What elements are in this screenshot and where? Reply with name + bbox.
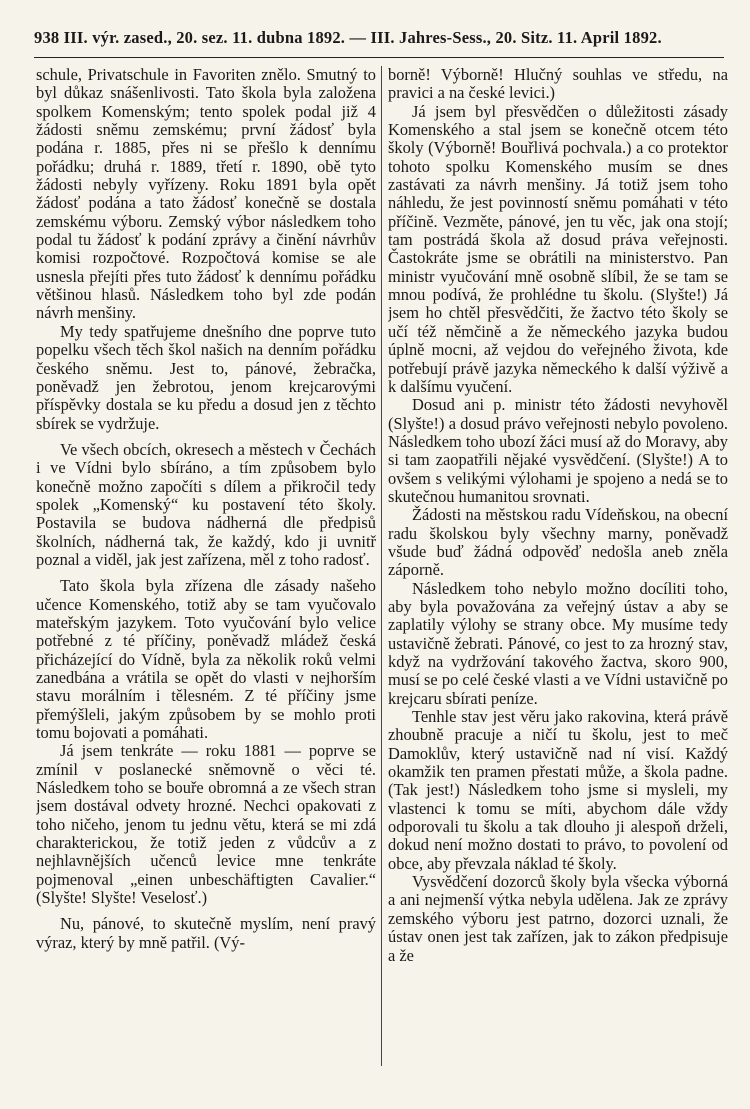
paragraph: Ve všech obcích, okresech a městech v Čechách i ve Vídni bylo sbíráno, a tím způsobem bylo konečně možno započíti s dílem a přikročil tedy spolek „Komenský“ ku postavení této školy. Postavila se budova nádherná dle předpisů školních, nádherná tak, že každý, kdo ji uvnitř poznal a viděl, jak jest zařízena, měl z toho radosť. xyxy=(36,439,376,569)
column-divider xyxy=(381,66,382,1066)
paragraph: borně! Výborně! Hlučný souhlas ve středu, na pravici a na české levici.) xyxy=(388,66,728,103)
paragraph: My tedy spatřujeme dnešního dne poprve tuto popelku všech těch škol našich na denním pořádku českého sněmu. Jest to, pánové, žebračka, poněvadž jen žebrotou, jenom krejcarovými příspěvky dostala se ku předu a dosud jen z těchto sbírek se vydržuje. xyxy=(36,321,376,433)
paragraph: Tenhle stav jest věru jako rakovina, která právě zhoubně pracuje a ničí tu školu, jest to meč Damoklův, který ustavičně nad ní visí. Každý okamžik ten pramen přestati může, a škola padne. (Tak jest!) Následkem toho jsme si mysleli, my vlastenci k tomu se míti, abychom dále vždy odporovali tu školu a tak dlouho ji alespoň drželi, dokud není možno dostati to právo, to povolení od obce, aby převzala náklad té školy. xyxy=(388,707,728,873)
paragraph: Já jsem byl přesvědčen o důležitosti zásady Komenského a stal jsem se konečně otcem této školy (Výborně! Bouřlivá pochvala.) a co protektor tohoto spolku Komenského musím se dnes zastávati za návrh menšiny. Já totiž jsem toho náhledu, že jest povinností sněmu pomáhati v této příčině. Vezměte, pánové, jen tu věc, jak ona stojí; tam postrádá škola až dosud práva veřejnosti. Častokráte jsme se obrátili na ministerstvo. Pan ministr vyučování mně osobně slíbil, že se tam se mnou podívá, že prohlédne tu školu. (Slyšte!) Já jsem ho chtěl přesvědčiti, že žactvo této školy se učí též němčině a že německého jazyka budou úplně mocni, až vejdou do veřejného života, kde potřebují právě jazyka německého k další výživě a k dalšímu vyučení. xyxy=(388,101,728,396)
paragraph: Dosud ani p. ministr této žádosti nevyhověl (Slyšte!) a dosud právo veřejnosti nebylo povoleno. Následkem toho ubozí žáci musí až do Moravy, aby si tam zaopatřili nějaké vysvědčení. (Slyšte!) A to ovšem s velikými výlohami je spojeno a nedá se to skutečnou humanitou srovnati. xyxy=(388,395,728,506)
paragraph: schule, Privatschule in Favoriten znělo. Smutný to byl důkaz snášenlivosti. Tato škola byla založena spolkem Komenským; tento spolek podal již 4 žádosti sněmu zemskému; první žádosť byla podána r. 1885, přes ni se přešlo k dennímu pořádku; druhá r. 1889, třetí r. 1890, obě tyto žádosti nebyly vyřízeny. Roku 1891 byla opět žádosť podána a tato žádosť konečně se dostala zemskému výboru. Zemský výbor následkem toho podal tu žádosť k podání zprávy a činění návrhův komisi rozpočtové. Rozpočtová komise se ale usnesla přejíti přes tuto žádosť k dennímu pořádku většinou hlasů. Následkem toho byl zde podán návrh menšiny. xyxy=(36,66,376,323)
paragraph: Nu, pánové, to skutečně myslím, není pravý výraz, který by mně patřil. (Vý- xyxy=(36,914,376,952)
header-rule xyxy=(34,57,724,58)
paragraph: Tato škola byla zřízena dle zásady našeho učence Komenského, totiž aby se tam vyučovalo mateřským jazykem. Toto vyučování bylo velice potřebné z té příčiny, poněvadž mládež česká přicházející do Vídně, byla za několik roků velmi zanedbána a vrátila se opět do vlasti v nejhorším stavu morálním i tělesném. Z té příčiny jsme přemýšleli, jakým způsobem by se mohlo proti tomu bojovati a pomáhati. xyxy=(36,576,376,743)
paragraph: Žádosti na městskou radu Vídeňskou, na obecní radu školskou byly všechny marny, poněvadž všude buď žádná odpověď nedošla aneb zněla záporně. xyxy=(388,505,728,580)
paragraph: Následkem toho nebylo možno docíliti toho, aby byla považována za veřejný ústav a aby se zaplatily výlohy se strany obce. My musíme tedy ustavičně žebrati. Pánové, co jest to za hrozný stav, když na vydržování takového žactva, skoro 900, musí se po celé české vlasti a ve Vídni ustavičně po krejcaru sbírati peníze. xyxy=(388,578,728,708)
page-header: 938 III. výr. zased., 20. sez. 11. dubna 1892. — III. Jahres-Sess., 20. Sitz. 11. April 1892. xyxy=(34,28,662,47)
right-column xyxy=(388,66,728,1096)
paragraph: Vysvědčení dozorců školy byla všecka výborná a ani nejmenší výtka nebyla udělena. Jak ze zprávy zemského výboru jest patrno, dozorci uznali, že ústav onen jest tak zařízen, jak to zákon předpisuje a že xyxy=(388,872,728,965)
left-column xyxy=(36,66,376,1096)
paragraph: Já jsem tenkráte — roku 1881 — poprve se zmínil v poslanecké sněmovně o věci té. Následkem toho se bouře obromná a ze všech stran jsem dostával odvety hrozné. Nechci opakovati z toho ničeho, jenom tu jednu větu, která se mi zdá charakterickou, že totiž jeden z vůdcův a z nejhlavnějších učenců levice mne tenkráte pojmenoval „einen unbeschäftigten Cavalier.“ (Slyšte! Slyšte! Veselosť.) xyxy=(36,741,376,908)
